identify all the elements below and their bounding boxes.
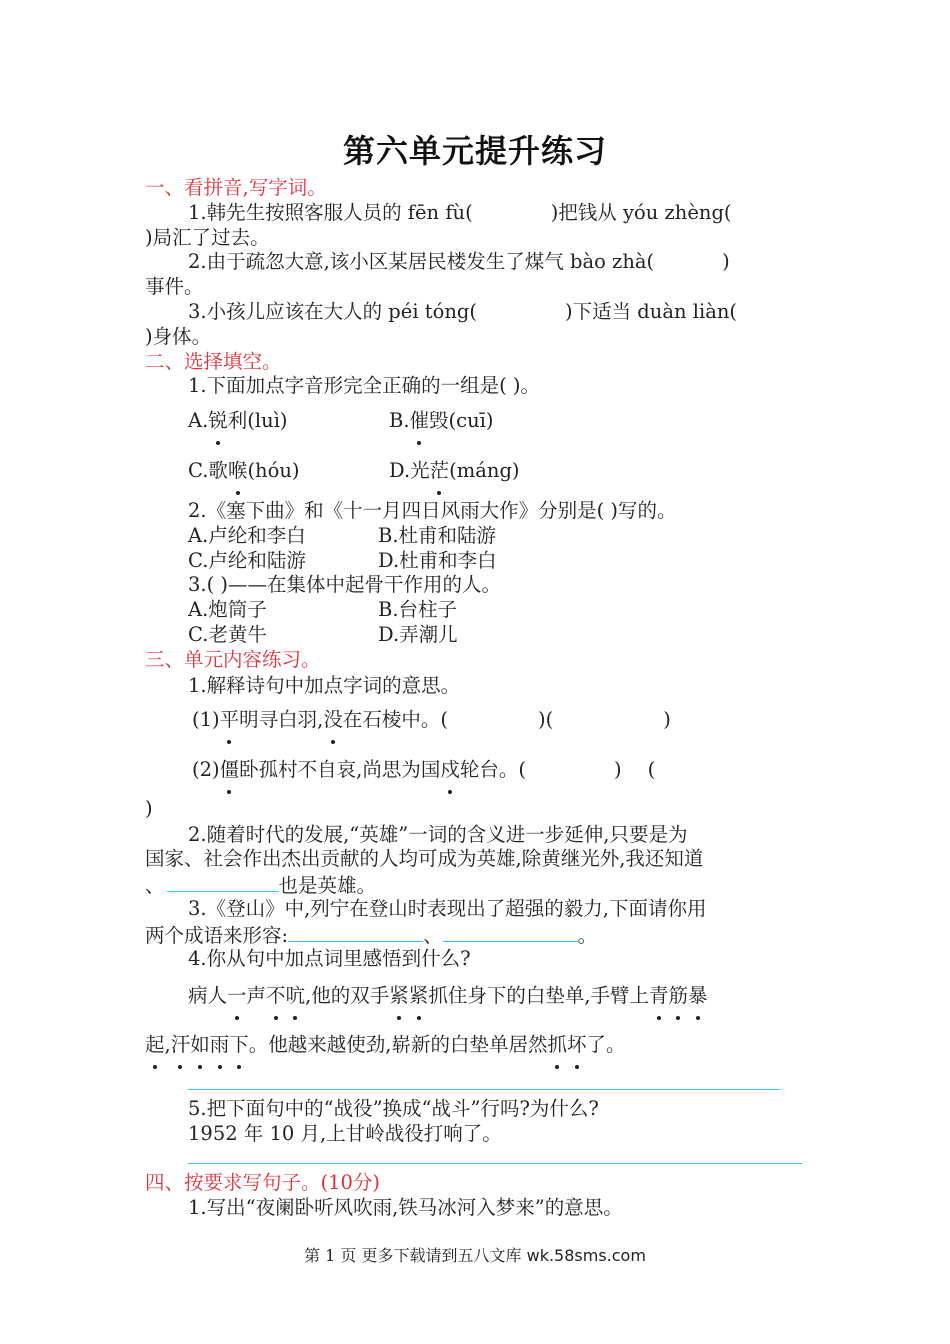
dotted-char: 暴	[688, 984, 708, 1007]
answer-line[interactable]	[188, 1089, 780, 1090]
page-footer	[0, 1243, 950, 1266]
option-text: (máng)	[449, 459, 520, 482]
dotted-char: 紧	[389, 984, 409, 1007]
section-2-heading: 二、选择填空。	[145, 350, 282, 373]
footer-site-link[interactable]: wk.58sms.com	[526, 1246, 646, 1265]
q2-option-3a[interactable]: A.炮筒子	[188, 598, 267, 621]
dotted-char: 喉	[227, 459, 248, 482]
q3-poem-line-2-cont: )	[145, 797, 153, 820]
poem-text: 明寻白羽,	[239, 708, 324, 731]
dotted-char: 不	[266, 984, 286, 1007]
option-text: 毁(cuī)	[429, 409, 494, 432]
q1-line-1-cont: )局汇了过去。	[145, 226, 270, 249]
q2-option-1c[interactable]	[188, 458, 300, 484]
q2-option-1d[interactable]	[389, 458, 520, 484]
option-text: 利(luì)	[227, 409, 288, 432]
option-text: A.	[188, 409, 209, 432]
q1-text: 3.小孩儿应该在大人的 péi tóng(	[188, 300, 477, 323]
q2-option-2a[interactable]: A.卢纶和李白	[188, 524, 306, 547]
question-text: 、	[423, 924, 443, 947]
poem-text: )	[613, 758, 622, 781]
q2-option-3c[interactable]: C.老黄牛	[188, 623, 267, 646]
poem-text: (2)	[192, 758, 220, 781]
q3-stem-3-line-1: 3.《登山》中,列宁在登山时表现出了超强的毅力,下面请你用	[188, 897, 707, 920]
option-text: D.光	[389, 459, 430, 482]
answer-line[interactable]	[167, 871, 279, 892]
poem-text: (	[647, 758, 656, 781]
answer-line[interactable]	[443, 921, 578, 942]
q3-poem-line-2	[192, 757, 655, 783]
sentence-text: 了。	[586, 1033, 626, 1056]
question-text: 。	[577, 924, 598, 947]
dotted-char: 平	[219, 708, 240, 731]
dotted-char: 茫	[429, 459, 450, 482]
q3-stem-2-line-3	[145, 871, 376, 899]
footer-text: 第 1 页 更多下载请到五八文库	[304, 1246, 527, 1265]
dotted-char: 下	[229, 1033, 249, 1056]
q4-stem-1: 1.写出“夜阑卧听风吹雨,铁马冰河入梦来”的意思。	[188, 1196, 623, 1219]
dotted-char: 吭	[285, 984, 306, 1007]
q3-stem-1: 1.解释诗句中加点字词的意思。	[188, 674, 461, 697]
question-text: 也是英雄。	[278, 874, 377, 897]
dotted-char: 如	[190, 1033, 210, 1056]
dotted-char: 紧	[408, 984, 429, 1007]
poem-text: 卧孤村不自哀,尚思为国	[239, 758, 441, 781]
question-text: 两个成语来形容:	[145, 924, 289, 947]
dotted-char: 戍	[440, 758, 460, 781]
q2-option-2b[interactable]: B.杜甫和陆游	[378, 524, 497, 547]
dotted-char: 僵	[219, 758, 240, 781]
dotted-char: 催	[409, 409, 430, 432]
q1-line-2	[188, 249, 730, 275]
sentence-text: 声	[246, 984, 267, 1007]
option-text: B.	[389, 409, 410, 432]
dotted-char: 起	[145, 1033, 165, 1056]
q2-stem-2: 2.《塞下曲》和《十一月四日风雨大作》分别是( )写的。	[188, 499, 677, 522]
dotted-char: 雨	[209, 1033, 230, 1056]
sentence-text: 病人	[188, 984, 228, 1007]
dotted-char: 青	[649, 984, 669, 1007]
q1-line-1	[188, 200, 732, 226]
sentence-text: ,他的双手	[305, 984, 390, 1007]
poem-text: )	[663, 708, 671, 731]
dotted-char: 一	[227, 984, 247, 1007]
q2-option-2d[interactable]: D.杜甫和李白	[378, 549, 497, 572]
q3-sentence-line-2	[145, 1032, 626, 1058]
q1-line-2-cont: 事件。	[145, 275, 204, 298]
q2-stem-1: 1.下面加点字音形完全正确的一组是( )。	[188, 374, 541, 397]
q3-stem-4: 4.你从句中加点词里感悟到什么?	[188, 947, 471, 970]
dotted-char: 没	[323, 708, 343, 731]
q3-stem-5: 5.把下面句中的“战役”换成“战斗”行吗?为什么?	[188, 1097, 599, 1120]
q1-text: )	[722, 250, 730, 273]
section-4-heading: 四、按要求写句子。(10分)	[145, 1171, 381, 1194]
q2-option-1b[interactable]	[389, 408, 493, 434]
q1-text: )把钱从 yóu zhèng(	[550, 201, 732, 224]
page-title: 第六单元提升练习	[342, 132, 607, 170]
q2-option-2c[interactable]: C.卢纶和陆游	[188, 549, 306, 572]
answer-line[interactable]	[188, 1163, 802, 1164]
option-text: (hóu)	[247, 459, 300, 482]
dotted-char: 锐	[208, 409, 228, 432]
dotted-char: 坏	[567, 1033, 587, 1056]
q3-poem-line-1	[192, 707, 671, 733]
poem-text: (1)	[192, 708, 220, 731]
q1-line-3-cont: )身体。	[145, 325, 212, 348]
q1-text: )下适当 duàn liàn(	[565, 300, 737, 323]
question-text: 、	[145, 874, 165, 897]
q1-text: 1.韩先生按照客服人员的 fēn fù(	[188, 201, 473, 224]
option-text: C.歌	[188, 459, 228, 482]
q3-sentence-5: 1952 年 10 月,上甘岭战役打响了。	[188, 1122, 502, 1145]
q2-option-3d[interactable]: D.弄潮儿	[378, 623, 458, 646]
section-1-heading: 一、看拼音,写字词。	[145, 176, 327, 199]
section-3-heading: 三、单元内容练习。	[145, 648, 321, 671]
answer-line[interactable]	[288, 921, 423, 942]
q2-option-3b[interactable]: B.台柱子	[378, 598, 458, 621]
dotted-char: 抓	[547, 1033, 567, 1056]
poem-text: )(	[537, 708, 554, 731]
sentence-text: 。他越来越使劲,崭新的白垫单居然	[248, 1033, 548, 1056]
poem-text: 在石棱中。(	[342, 708, 448, 731]
poem-text: 轮台。(	[459, 758, 526, 781]
q1-text: 2.由于疏忽大意,该小区某居民楼发生了煤气 bào zhà(	[188, 250, 655, 273]
q2-option-1a[interactable]	[188, 408, 288, 434]
dotted-char: 汗	[170, 1033, 191, 1056]
dotted-char: 筋	[668, 984, 689, 1007]
q3-stem-2-line-2: 国家、社会作出杰出贡献的人均可成为英雄,除黄继光外,我还知道	[145, 847, 704, 870]
q1-line-3	[188, 299, 737, 325]
sentence-text: ,	[164, 1033, 171, 1056]
sentence-text: 抓住身下的白垫单,手臂上	[428, 984, 650, 1007]
q3-stem-3-line-2	[145, 921, 597, 949]
q2-stem-3: 3.( )——在集体中起骨干作用的人。	[188, 573, 502, 596]
q3-sentence-line-1	[188, 983, 708, 1009]
q3-stem-2-line-1: 2.随着时代的发展,“英雄”一词的含义进一步延伸,只要是为	[188, 823, 688, 846]
